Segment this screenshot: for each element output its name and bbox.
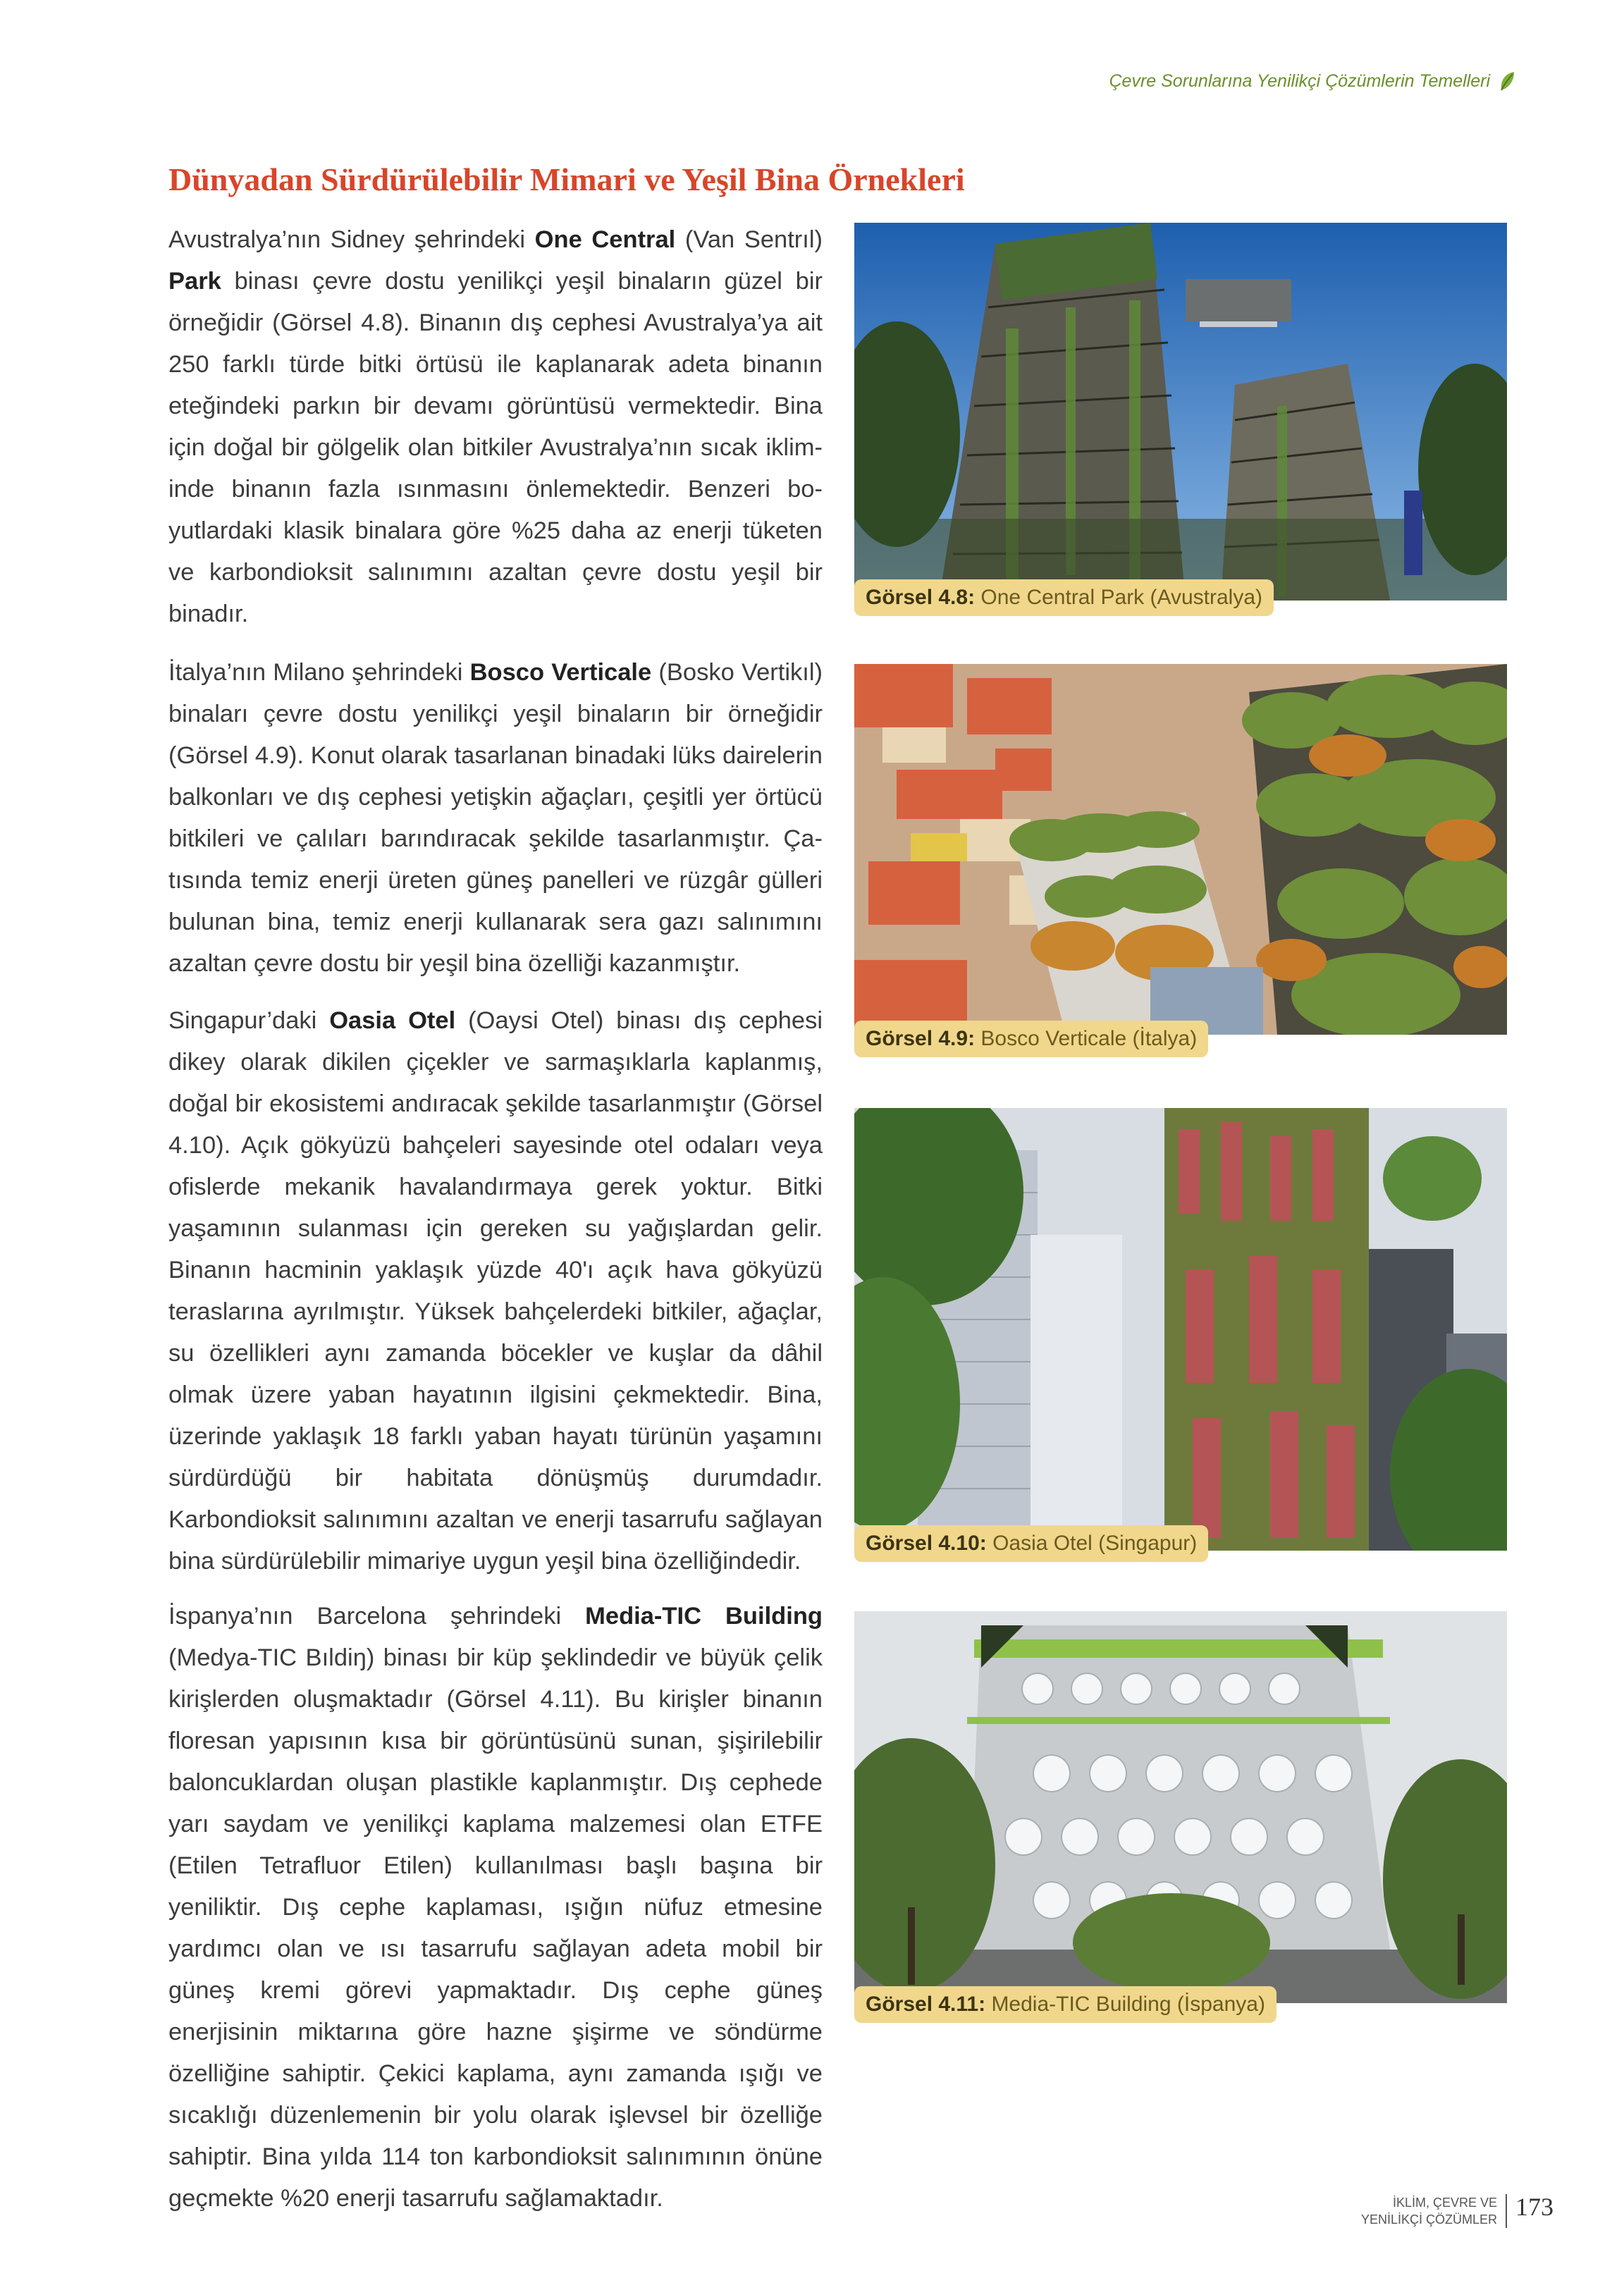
caption-figure-4-8: Görsel 4.8: One Central Park (Avustralya) [854, 579, 1274, 616]
building-name: Park [168, 268, 221, 295]
leaf-icon [1499, 70, 1515, 92]
caption-figure-4-10: Görsel 4.10: Oasia Otel (Singapur) [854, 1525, 1208, 1562]
building-name: Oasia Otel [329, 1007, 456, 1034]
photo-bosco-verticale [854, 664, 1507, 1035]
caption-figure-4-11: Görsel 4.11: Media-TIC Building (İspanya) [854, 1986, 1277, 2023]
photo-media-tic-building [854, 1611, 1507, 2003]
section-title: Dünyadan Sürdürülebilir Mimari ve Yeşil Bina Örnekleri [168, 161, 965, 197]
page-number: 173 [1515, 2193, 1554, 2221]
paragraph-oasia-otel: Singapur’daki Oasia Otel (Oaysi Otel) binası dış cephesi dikey olarak dikilen çiçekler ve sarmaşıklarla kaplanmış, doğal bir ekosistemi andıracak şekilde tasarlanmıştır (Görsel 4.10). Açık gökyüzü bahçeleri sayesinde otel odaları veya ofislerde mekanik havalandırmaya gerek yoktur. Bitki yaşamının sulanması için gereken su yağışlardan gelir. Binanın hacminin yaklaşık yüzde 40'ı açık hava gökyüzü teraslarına ayrılmıştır. Yüksek bahçelerdeki bitkiler, ağaçlar, su özellikleri aynı zamanda böcekler ve kuşlar da dâhil olmak üzere yaban hayatının ilgisini çekmektedir. Bina, üzerinde yaklaşık 18 farklı yaban hayatı türünün yaşamını sürdürdüğü bir habitata dönüşmüş durumdadır. Karbondioksit salınımını azaltan ve enerji tasarrufu sağlayan bina sürdürülebilir mimariye uygun yeşil bina özelliğindedir. [168, 1007, 823, 1575]
running-header [1109, 70, 1515, 92]
book-title: İKLİM, ÇEVRE VE YENİLİKÇİ ÇÖZÜMLER [1361, 2194, 1507, 2228]
building-name: Media-TIC Building [585, 1603, 823, 1630]
photo-one-central-park [854, 223, 1507, 601]
paragraph-media-tic: İspanya’nın Barcelona şehrindeki Media-TIC Building (Medya-TIC Bıldiŋ) binası bir küp şeklindedir ve büyük çelik kirişlerden oluşmaktadır (Görsel 4.11). Bu kirişler binanın floresan yapısının kısa bir görüntüsünü sunan, şişirilebilir baloncuklardan oluşan plastikle kaplanmıştır. Dış cephede yarı saydam ve yenilikçi kaplama malzemesi olan ETFE (Etilen Tetrafluor Etilen) kullanılması başlı başına bir yeniliktir. Dış cephe kaplaması, ışığın nüfuz etmesine yardımcı olan ve ısı tasarrufu sağlayan adeta mobil bir güneş kremi görevi yapmaktadır. Dış cephe güneş enerjisinin miktarına göre hazne şişirme ve söndürme özelliğine sahiptir. Çekici kaplama, aynı zamanda ışığı ve sıcaklığı düzenlemenin bir yolu olarak işlevsel bir özelliğe sahiptir. Bina yılda 114 ton karbondioksit salınımının önüne geçmekte %20 enerji tasarrufu sağlamaktadır. [168, 1603, 823, 2212]
building-name: One Central [534, 226, 676, 253]
photo-oasia-otel [854, 1108, 1507, 1551]
building-name: Bosco Verticale [469, 659, 652, 686]
paragraph-one-central-park: Avustralya’nın Sidney şehrindeki One Central (Van Sentrıl) Park binası çevre dostu yenilikçi yeşil binaların güzel bir örneğidir (Görsel 4.8). Binanın dış cephesi Avustralya’ya ait 250 farklı türde bitki örtüsü ile kaplanarak adeta binanın eteğindeki parkın bir devamı görüntüsü vermektedir. Bina için doğal bir gölgelik olan bitkiler Avustralya’nın sıcak ikliminde binanın fazla ısınmasını önlemektedir. Benzeri boyutlardaki klasik binalara göre %25 daha az enerji tüketen ve karbondioksit salınımını azaltan çevre dostu yeşil bir binadır. [168, 226, 823, 627]
paragraph-bosco-verticale: İtalya’nın Milano şehrindeki Bosco Verticale (Bosko Vertikıl) binaları çevre dostu yenilikçi yeşil binaların bir örneğidir (Görsel 4.9). Konut olarak tasarlanan binadaki lüks dairelerin balkonları ve dış cephesi yetişkin ağaçları, çeşitli yer örtücü bitkileri ve çalıları barındıracak şekilde tasarlanmıştır. Çatısında temiz enerji üreten güneş panelleri ve rüzgâr gülleri bulunan bina, temiz enerji kullanarak sera gazı salınımını azaltan çevre dostu bir yeşil bina özelliği kazanmıştır. [168, 659, 823, 977]
running-title: Çevre Sorunlarına Yenilikçi Çözümlerin Temelleri [1109, 70, 1490, 91]
caption-figure-4-9: Görsel 4.9: Bosco Verticale (İtalya) [854, 1021, 1208, 1057]
